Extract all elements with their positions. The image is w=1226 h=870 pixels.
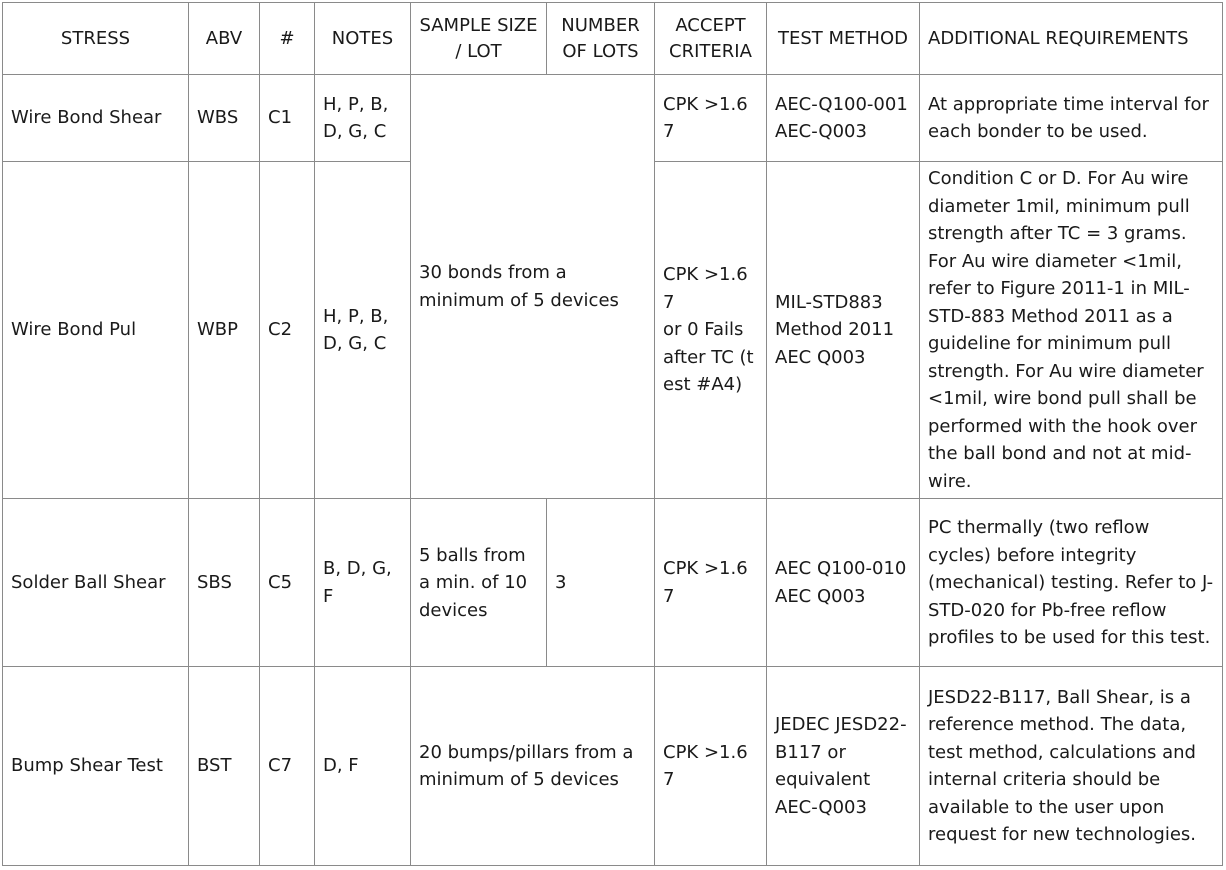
cell-notes: H, P, B, D, G, C (315, 75, 411, 162)
cell-accept-criteria: CPK >1.67 (655, 499, 767, 667)
header-number-of-lots: NUMBER OF LOTS (547, 3, 655, 75)
stress-test-table (2, 2, 1223, 866)
cell-number: C2 (260, 162, 315, 499)
cell-stress: Solder Ball Shear (3, 499, 189, 667)
cell-additional-requirements: Condition C or D. For Au wire diameter 1mil, minimum pull strength after TC = 3 grams. For Au wire diameter <1mil, refer to Figure 2011-1 in MIL-STD-883 Method 2011 as a guideline for minimum pull strength. For Au wire diameter <1mil, wire bond pull shall be performed with the hook over the ball bond and not at mid-wire. (920, 162, 1223, 499)
cell-sample-size-merged: 20 bumps/pillars from a minimum of 5 devices (411, 667, 655, 866)
header-number: # (260, 3, 315, 75)
cell-test-method: MIL-STD883 Method 2011 AEC Q003 (767, 162, 920, 499)
cell-notes: H, P, B, D, G, C (315, 162, 411, 499)
cell-abv: SBS (189, 499, 260, 667)
cell-stress: Wire Bond Pul (3, 162, 189, 499)
cell-stress: Wire Bond Shear (3, 75, 189, 162)
cell-notes: D, F (315, 667, 411, 866)
cell-accept-criteria: CPK >1.67 (655, 75, 767, 162)
table-row (3, 667, 1223, 866)
cell-notes: B, D, G, F (315, 499, 411, 667)
cell-abv: BST (189, 667, 260, 866)
header-additional-requirements: ADDITIONAL REQUIREMENTS (920, 3, 1223, 75)
cell-test-method: JEDEC JESD22-B117 or equivalent AEC-Q003 (767, 667, 920, 866)
cell-test-method: AEC-Q100-001 AEC-Q003 (767, 75, 920, 162)
cell-number: C7 (260, 667, 315, 866)
header-sample-size: SAMPLE SIZE / LOT (411, 3, 547, 75)
cell-additional-requirements: JESD22-B117, Ball Shear, is a reference method. The data, test method, calculations and internal criteria should be available to the user upon request for new technologies. (920, 667, 1223, 866)
table-row (3, 75, 1223, 162)
cell-additional-requirements: PC thermally (two reflow cycles) before integrity (mechanical) testing. Refer to J-STD-020 for Pb-free reflow profiles to be used for this test. (920, 499, 1223, 667)
cell-test-method: AEC Q100-010 AEC Q003 (767, 499, 920, 667)
cell-abv: WBP (189, 162, 260, 499)
header-abv: ABV (189, 3, 260, 75)
header-stress: STRESS (3, 3, 189, 75)
cell-accept-criteria: CPK >1.67 (655, 667, 767, 866)
cell-sample-size-merged: 30 bonds from a minimum of 5 devices (411, 75, 655, 499)
header-test-method: TEST METHOD (767, 3, 920, 75)
cell-accept-criteria: CPK >1.67 or 0 Fails after TC (test #A4) (655, 162, 767, 499)
cell-number: C1 (260, 75, 315, 162)
cell-abv: WBS (189, 75, 260, 162)
cell-number: C5 (260, 499, 315, 667)
header-row (3, 3, 1223, 75)
header-accept-criteria: ACCEPT CRITERIA (655, 3, 767, 75)
table-row (3, 499, 1223, 667)
header-notes: NOTES (315, 3, 411, 75)
cell-additional-requirements: At appropriate time interval for each bonder to be used. (920, 75, 1223, 162)
cell-number-of-lots: 3 (547, 499, 655, 667)
cell-sample-size: 5 balls from a min. of 10 devices (411, 499, 547, 667)
cell-stress: Bump Shear Test (3, 667, 189, 866)
